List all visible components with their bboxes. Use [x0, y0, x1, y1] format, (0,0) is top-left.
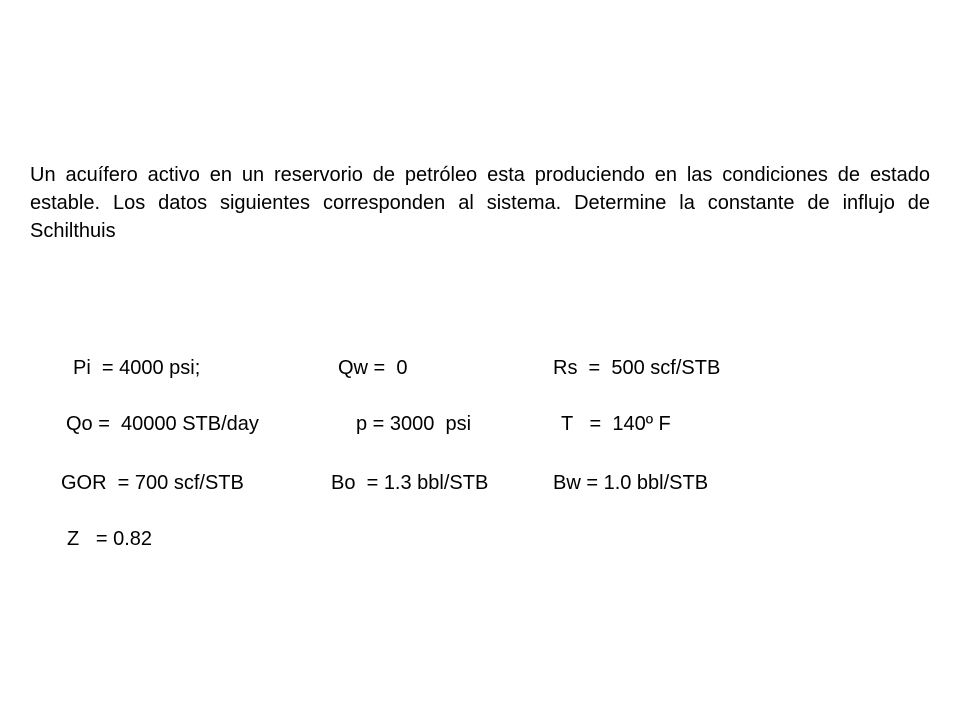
param-qw: Qw = 0 — [338, 357, 408, 379]
param-rs: Rs = 500 scf/STB — [553, 357, 721, 379]
param-gor: GOR = 700 scf/STB — [61, 472, 244, 494]
param-z: Z = 0.82 — [67, 528, 153, 550]
param-bo: Bo = 1.3 bbl/STB — [331, 472, 489, 494]
param-t: T = 140º F — [561, 413, 671, 435]
problem-statement: Un acuífero activo en un reservorio de petróleo esta produciendo en las condiciones de estado estable. Los datos siguientes corresponden al sistema. Determine la constante de influjo de Schilthuis — [30, 164, 930, 242]
param-bw: Bw = 1.0 bbl/STB — [553, 472, 709, 494]
param-qo: Qo = 40000 STB/day — [66, 413, 259, 435]
param-pi: Pi = 4000 psi; — [73, 357, 201, 379]
param-p: p = 3000 psi — [356, 413, 472, 435]
